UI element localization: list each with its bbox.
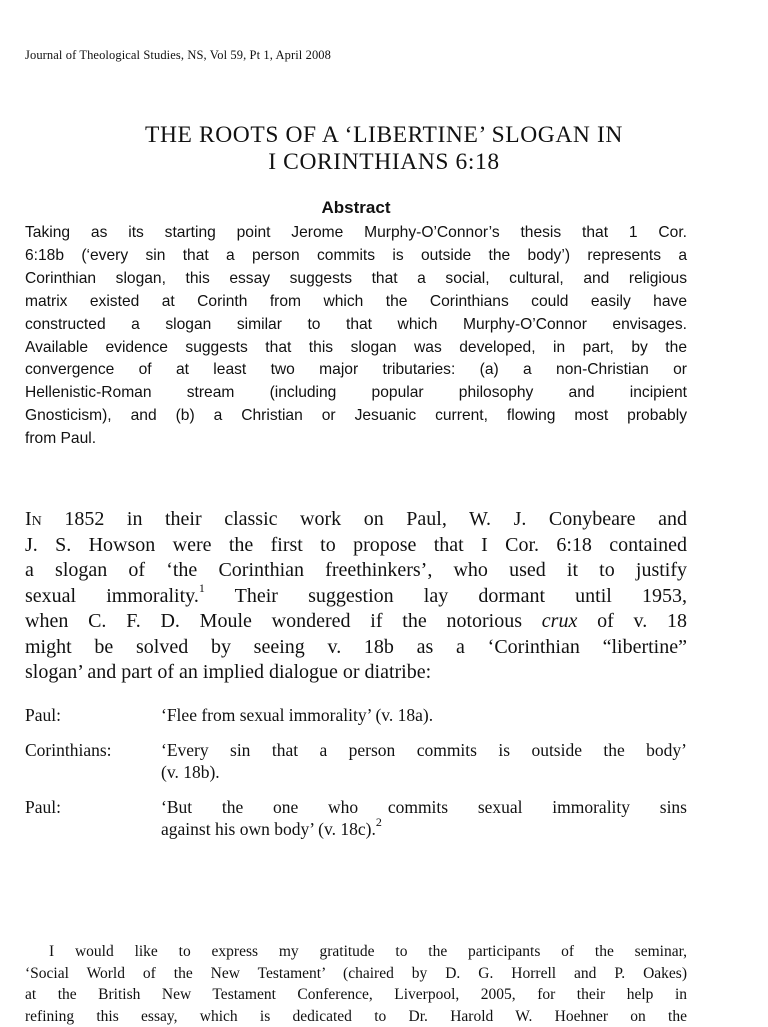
footnote-line: refining this essay, which is dedicated to Dr. Harold W. Hoehner on the: [25, 1006, 687, 1027]
dialogue-speaker: Paul:: [25, 796, 61, 818]
dialogue-speaker: Paul:: [25, 704, 61, 726]
body-line: [25, 507, 687, 533]
abstract-line: matrix existed at Corinth from which the Corinthians could easily have: [25, 291, 687, 314]
dialogue-row: [25, 739, 687, 783]
body-text-span: sexual immorality.: [25, 585, 199, 607]
footnote-ref-2[interactable]: 2: [376, 815, 382, 829]
title-line-2: I CORINTHIANS 6:18: [30, 149, 738, 176]
body-line: slogan’ and part of an implied dialogue or diatribe:: [25, 660, 687, 686]
dialogue-line: ‘Every sin that a person commits is outside the body’: [161, 739, 687, 761]
dialogue-row: [25, 704, 687, 726]
abstract-line: Hellenistic-Roman stream (including popular philosophy and incipient: [25, 382, 687, 405]
body-line: [25, 609, 687, 635]
running-head: Journal of Theological Studies, NS, Vol 59, Pt 1, April 2008: [25, 48, 331, 63]
title-line-1: THE ROOTS OF A ‘LIBERTINE’ SLOGAN IN: [30, 122, 738, 149]
dialogue-line: ‘But the one who commits sexual immorality sins: [161, 796, 687, 818]
body-text-span: when C. F. D. Moule wondered if the notorious: [25, 610, 522, 632]
footnote-ref-1[interactable]: 1: [199, 581, 205, 595]
dialogue-text-span: against his own body’ (v. 18c).: [161, 819, 376, 839]
body-line: [25, 584, 687, 610]
dialogue-line: ‘Flee from sexual immorality’ (v. 18a).: [161, 704, 687, 726]
abstract-line: from Paul.: [25, 428, 687, 451]
abstract-line: Available evidence suggests that this slogan was developed, in part, by the: [25, 337, 687, 360]
dialogue-block: [25, 704, 687, 853]
drop-word: In: [25, 508, 42, 530]
abstract-line: Gnosticism), and (b) a Christian or Jesuanic current, flowing most probably: [25, 405, 687, 428]
body-line: J. S. Howson were the first to propose that I Cor. 6:18 contained: [25, 533, 687, 559]
acknowledgement-footnote: [25, 941, 687, 1027]
body-line: a slogan of ‘the Corinthian freethinkers’, who used it to justify: [25, 558, 687, 584]
dialogue-speaker: Corinthians:: [25, 739, 112, 761]
body-text-span: of v. 18: [577, 610, 687, 632]
abstract-heading: Abstract: [0, 198, 712, 218]
article-title: [30, 122, 738, 176]
abstract-line: Taking as its starting point Jerome Murphy-O’Connor’s thesis that 1 Cor.: [25, 222, 687, 245]
abstract-line: 6:18b (‘every sin that a person commits is outside the body’) represents a: [25, 245, 687, 268]
italic-term: crux: [542, 610, 578, 632]
body-line: might be solved by seeing v. 18b as a ‘Corinthian “libertine”: [25, 635, 687, 661]
footnote-line: ‘Social World of the New Testament’ (chaired by D. G. Horrell and P. Oakes): [25, 963, 687, 985]
abstract-line: Corinthian slogan, this essay suggests that a social, cultural, and religious: [25, 268, 687, 291]
footnote-line: at the British New Testament Conference, Liverpool, 2005, for their help in: [25, 984, 687, 1006]
body-text-span: Their suggestion lay dormant until 1953,: [205, 585, 687, 607]
abstract-line: constructed a slogan similar to that which Murphy-O’Connor envisages.: [25, 314, 687, 337]
dialogue-line: (v. 18b).: [161, 761, 687, 783]
abstract-body: [25, 222, 687, 451]
body-paragraph: [25, 507, 687, 686]
footnote-line: I would like to express my gratitude to the participants of the seminar,: [25, 941, 687, 963]
body-text-span: 1852 in their classic work on Paul, W. J. Conybeare and: [42, 508, 687, 530]
abstract-line: convergence of at least two major tributaries: (a) a non-Christian or: [25, 359, 687, 382]
dialogue-line: [161, 818, 687, 840]
dialogue-row: [25, 796, 687, 840]
